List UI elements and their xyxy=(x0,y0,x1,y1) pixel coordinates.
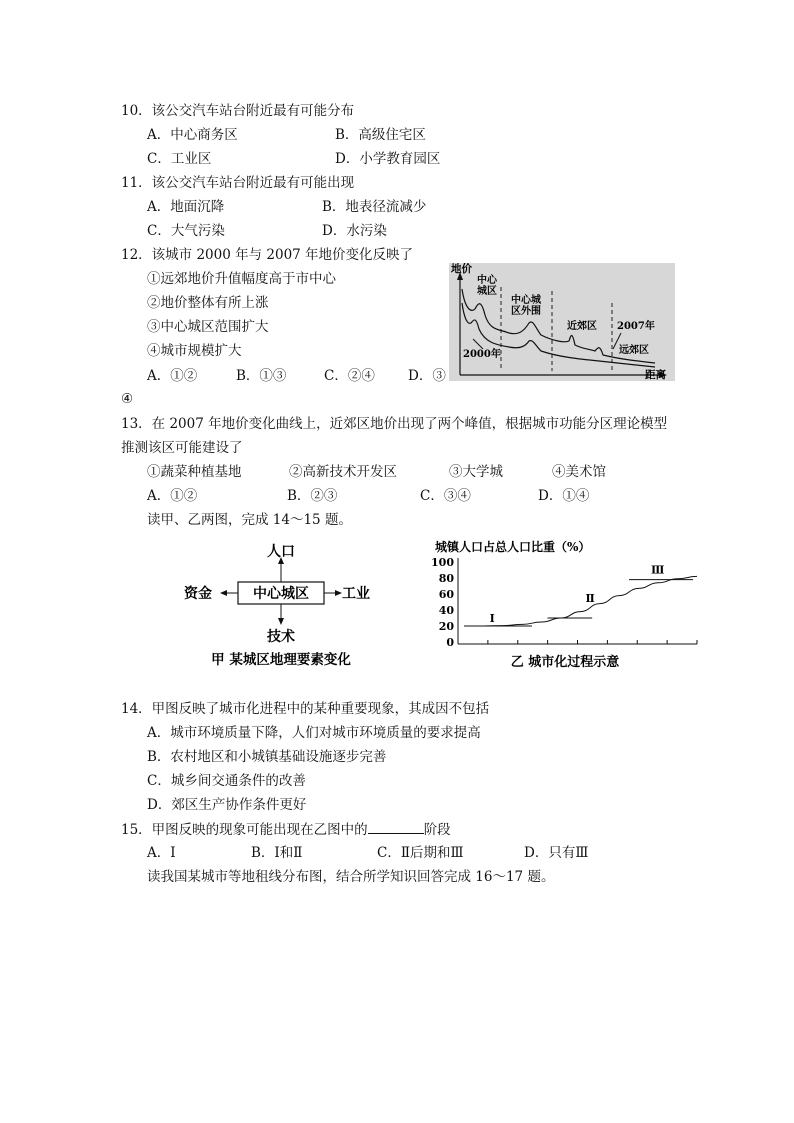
q12-stem: 12．该城市 2000 年与 2007 年地价变化反映了 xyxy=(121,247,414,263)
y-tick-label-2: 40 xyxy=(438,604,454,617)
q13-statement-2: ②高新技术开发区 xyxy=(289,464,397,480)
q11-option-a[interactable]: A．地面沉降 xyxy=(147,199,225,215)
label-far-suburb: 远郊区 xyxy=(619,345,649,356)
q12-option-d-continued: ④ xyxy=(121,391,134,407)
q15-option-b[interactable]: B．Ⅰ和Ⅱ xyxy=(251,845,303,861)
q15-stem-post: 阶段 xyxy=(423,822,451,838)
q14-option-d[interactable]: D．郊区生产协作条件更好 xyxy=(147,797,307,813)
caption-jia: 甲 某城区地理要素变化 xyxy=(211,652,351,668)
q13-stem-line1: 13．在 2007 年地价变化曲线上，近郊区地价出现了两个峰值，根据城市功能分区理论模型 xyxy=(121,416,668,432)
q14-option-c[interactable]: C．城乡间交通条件的改善 xyxy=(147,773,306,789)
urbanization-curve xyxy=(464,576,697,626)
q13-statement-1: ①蔬菜种植基地 xyxy=(147,464,242,480)
q13-option-a[interactable]: A．①② xyxy=(147,488,198,504)
q12-statement-4: ④城市规模扩大 xyxy=(147,343,242,359)
q10-option-d[interactable]: D．小学教育园区 xyxy=(335,151,441,167)
y-tick-label-1: 20 xyxy=(438,620,454,633)
label-industry: 工业 xyxy=(342,586,370,602)
q13-statement-3: ③大学城 xyxy=(449,464,503,480)
q14-option-a[interactable]: A．城市环境质量下降，人们对城市环境质量的要求提高 xyxy=(147,725,481,741)
y-tick-label-5: 100 xyxy=(431,556,454,569)
figure-yi-chart xyxy=(425,538,705,670)
label-population: 人口 xyxy=(267,544,295,560)
q11-option-c[interactable]: C．大气污染 xyxy=(147,223,225,239)
q12-option-c[interactable]: C．②④ xyxy=(324,368,375,384)
q15-answer-blank[interactable] xyxy=(368,819,424,834)
intro-16-17: 读我国某城市等地租线分布图，结合所学知识回答完成 16～17 题。 xyxy=(147,869,555,885)
q13-stem-line2: 推测该区可能建设了 xyxy=(121,440,243,456)
stage-label-3: Ⅲ xyxy=(651,563,665,577)
label-outer-line2: 区外围 xyxy=(511,306,541,317)
q13-option-b[interactable]: B．②③ xyxy=(287,488,338,504)
q10-option-a[interactable]: A．中心商务区 xyxy=(147,127,238,143)
q10-option-c[interactable]: C．工业区 xyxy=(147,151,212,167)
q11-stem: 11．该公交汽车站台附近最有可能出现 xyxy=(121,175,355,191)
q10-stem: 10．该公交汽车站台附近最有可能分布 xyxy=(121,103,355,119)
q15-option-c[interactable]: C．Ⅱ后期和Ⅲ xyxy=(377,845,464,861)
caption-yi: 乙 城市化过程示意 xyxy=(510,655,620,670)
q12-option-d[interactable]: D．③ xyxy=(408,368,446,384)
label-technology: 技术 xyxy=(267,629,295,645)
label-center-line2: 城区 xyxy=(477,286,497,297)
q11-option-d[interactable]: D．水污染 xyxy=(322,223,387,239)
label-2000: 2000年 xyxy=(463,349,501,360)
q11-option-b[interactable]: B．地表径流减少 xyxy=(322,199,427,215)
q12-statement-3: ③中心城区范围扩大 xyxy=(147,319,269,335)
q12-option-b[interactable]: B．①③ xyxy=(236,368,287,384)
q15-stem-pre: 15．甲图反映的现象可能出现在乙图中的 xyxy=(121,822,368,838)
label-near-suburb: 近郊区 xyxy=(567,321,597,332)
q12-statement-1: ①远郊地价升值幅度高于市中心 xyxy=(147,271,336,287)
arrow-left-head xyxy=(220,590,227,596)
arrow-right-head xyxy=(335,590,342,596)
q15-option-d[interactable]: D．只有Ⅲ xyxy=(524,845,589,861)
y-tick-label-4: 80 xyxy=(438,572,454,585)
y-tick-label-3: 60 xyxy=(438,588,454,601)
y-axis-label: 地价 xyxy=(451,263,472,275)
q13-option-c[interactable]: C．③④ xyxy=(420,488,471,504)
y-tick-label-0: 0 xyxy=(446,636,454,649)
q15-stem xyxy=(121,819,451,840)
label-capital: 资金 xyxy=(184,586,212,602)
q14-option-b[interactable]: B．农村地区和小城镇基础设施逐步完善 xyxy=(147,749,387,765)
center-label: 中心城区 xyxy=(253,586,309,602)
chart-title: 城镇人口占总人口比重（%） xyxy=(435,540,591,554)
land-price-figure xyxy=(449,263,675,381)
q12-statement-2: ②地价整体有所上涨 xyxy=(147,295,269,311)
x-axis-label: 距离 xyxy=(645,369,666,381)
q10-option-b[interactable]: B．高级住宅区 xyxy=(335,127,426,143)
figure-jia xyxy=(180,540,390,670)
label-2007: 2007年 xyxy=(617,321,655,332)
intro-14-15: 读甲、乙两图，完成 14～15 题。 xyxy=(147,512,352,528)
label-center-line1: 中心 xyxy=(477,275,497,286)
arrow-down-head xyxy=(278,618,284,625)
q12-option-a[interactable]: A．①② xyxy=(147,368,198,384)
q14-stem: 14．甲图反映了城市化进程中的某种重要现象，其成因不包括 xyxy=(121,701,490,717)
q15-option-a[interactable]: A．Ⅰ xyxy=(147,845,176,861)
q13-statement-4: ④美术馆 xyxy=(552,464,606,480)
label-outer-line1: 中心城 xyxy=(511,295,541,306)
stage-label-1: Ⅰ xyxy=(489,612,495,625)
q13-option-d[interactable]: D．①④ xyxy=(538,488,590,504)
stage-label-2: Ⅱ xyxy=(585,592,595,605)
